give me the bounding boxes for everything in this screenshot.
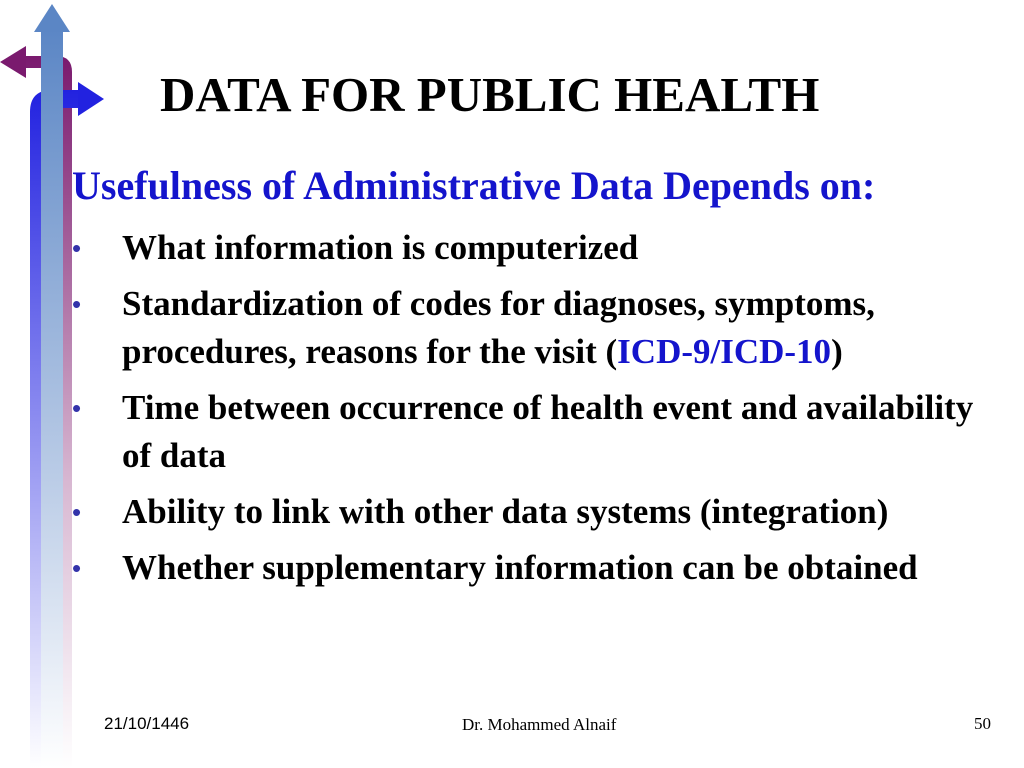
bullet-text: Ability to link with other data systems (integration)	[122, 492, 889, 531]
bullet-item	[72, 224, 1002, 272]
bullet-text: Time between occurrence of health event and availability of data	[122, 388, 974, 475]
bullet-icon: •	[72, 289, 82, 319]
bullet-text: Whether supplementary information can be obtained	[122, 548, 918, 587]
bullet-text: Standardization of codes for diagnoses, symptoms, procedures, reasons for the visit (	[122, 284, 875, 371]
page-number: 50	[974, 714, 991, 733]
slide-subtitle: Usefulness of Administrative Data Depends on:	[72, 163, 876, 208]
bullet-icon: •	[72, 497, 82, 527]
bullet-item	[72, 384, 1002, 480]
bullet-item	[72, 544, 1002, 592]
bullet-icon: •	[72, 553, 82, 583]
bullet-list	[72, 224, 1002, 600]
slide-title: DATA FOR PUBLIC HEALTH	[160, 67, 820, 122]
arrow-right-head	[78, 82, 104, 116]
arrow-left-head	[0, 46, 26, 78]
footer-date: 21/10/1446	[104, 714, 190, 733]
bullet-icon: •	[72, 393, 82, 423]
bullet-item	[72, 280, 1002, 376]
bullet-text-end: )	[831, 332, 843, 371]
bullet-item	[72, 488, 1002, 536]
arrow-up-icon	[34, 4, 70, 32]
footer-author: Dr. Mohammed Alnaif	[462, 715, 617, 734]
bullet-text: What information is computerized	[122, 228, 639, 267]
bullet-icon: •	[72, 233, 82, 263]
icd-code-highlight: ICD-9/ICD-10	[617, 332, 832, 371]
